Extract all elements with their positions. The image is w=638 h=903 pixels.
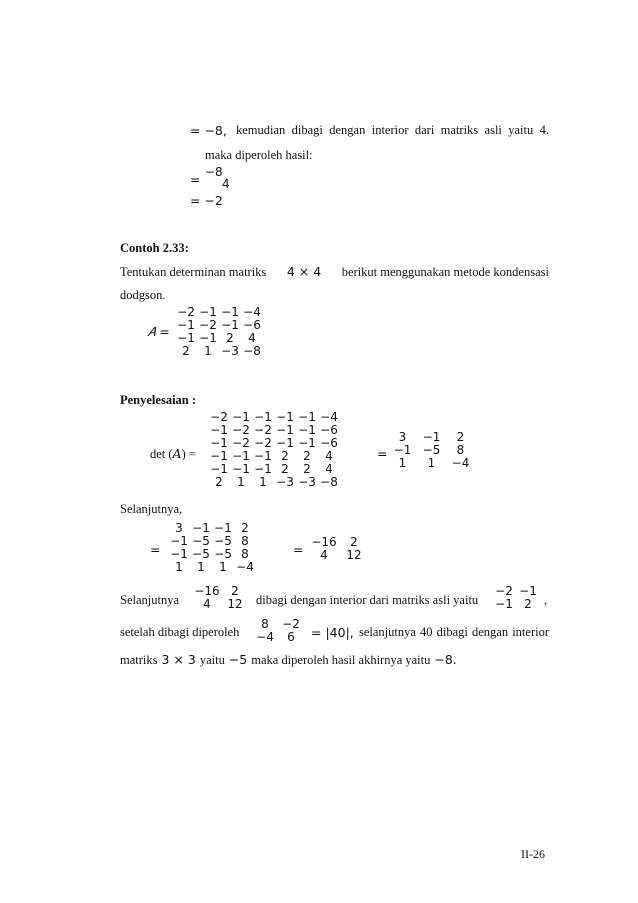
- matrix-cell: −1: [298, 423, 316, 437]
- fraction-equals: =: [190, 172, 201, 187]
- matrix-cell: −2: [254, 436, 272, 450]
- final-dimension: 3 × 3: [161, 652, 196, 667]
- matrix-cell: 4: [325, 462, 333, 476]
- result-3x3-matrix: [388, 431, 475, 470]
- matrix-cell: 4: [320, 548, 328, 562]
- matrix-cell: −2: [210, 410, 228, 424]
- matrix-cell: −6: [320, 423, 338, 437]
- matrix-cell: −1: [214, 521, 232, 535]
- matrix-cell: −4: [256, 630, 274, 644]
- final-result: −8.: [434, 652, 457, 667]
- matrix-cell: −2: [282, 617, 300, 631]
- inline-2x2-matrix: [192, 585, 248, 611]
- matrix-cell: −1: [199, 305, 217, 319]
- example-heading: Contoh 2.33:: [120, 241, 189, 255]
- example-text-c: dodgson.: [120, 288, 166, 302]
- det-label: det (𝐴) =: [150, 447, 196, 461]
- matrix-cell: −1: [232, 449, 250, 463]
- next-divide-text: selanjutnya 40 dibagi dengan interior: [359, 625, 549, 639]
- after-divide-text: setelah dibagi diperoleh: [120, 625, 240, 639]
- matrix-cell: 2: [231, 584, 239, 598]
- matrix-cell: 4: [203, 597, 211, 611]
- result-2x2-matrix: [307, 536, 367, 562]
- matrix-cell: 6: [287, 630, 295, 644]
- divided-2x2-matrix: [252, 618, 304, 644]
- matrix-cell: 1: [259, 475, 267, 489]
- obtained-result-text: maka diperoleh hasil:: [205, 148, 313, 162]
- matrix-cell: −1: [254, 462, 272, 476]
- matrix-cell: −1: [254, 449, 272, 463]
- abs-value-40: = |40|,: [311, 625, 354, 640]
- matrix-cell: −5: [422, 443, 441, 457]
- matrix-cell: 2: [350, 535, 358, 549]
- matrix-cell: −1: [393, 443, 412, 457]
- matrix-cell: −5: [192, 547, 210, 561]
- matrix-cell: 8: [456, 443, 465, 457]
- matrix-cell: −1: [210, 436, 228, 450]
- result-equals: =: [293, 542, 304, 557]
- matrix-cell: −1: [221, 305, 239, 319]
- final-text-b: yaitu: [199, 653, 225, 667]
- matrix-cell: −5: [214, 534, 232, 548]
- matrix-cell: 1: [204, 344, 212, 358]
- matrix-cell: −1: [422, 430, 441, 444]
- matrix-cell: −1: [276, 423, 294, 437]
- matrix-cell: −4: [451, 456, 470, 470]
- matrix-cell: −1: [199, 331, 217, 345]
- matrix-cell: −1: [170, 547, 188, 561]
- matrix-cell: 3: [398, 430, 407, 444]
- matrix-cell: −1: [276, 436, 294, 450]
- matrix-cell: 4: [325, 449, 333, 463]
- matrix-cell: −2: [177, 305, 195, 319]
- matrix-cell: −1: [254, 410, 272, 424]
- matrix-cell: 4: [248, 331, 256, 345]
- matrix-cell: 8: [241, 547, 249, 561]
- matrix-cell: 1: [219, 560, 227, 574]
- matrix-cell: −1: [177, 318, 195, 332]
- matrix-cell: −3: [276, 475, 294, 489]
- matrix-cell: −3: [221, 344, 239, 358]
- matrix-cell: −16: [194, 584, 220, 598]
- det-equals: =: [377, 446, 388, 461]
- matrix-cell: −2: [232, 436, 250, 450]
- interior-2x2-matrix: [492, 585, 540, 611]
- example-dimension: 4 × 4: [286, 264, 322, 279]
- matrix-a: [175, 306, 263, 358]
- divide-by-interior-text: dibagi dengan interior dari matriks asli yaitu: [256, 593, 479, 607]
- matrix-cell: −2: [199, 318, 217, 332]
- matrix-cell: 1: [197, 560, 205, 574]
- matrix-cell: −1: [192, 521, 210, 535]
- matrix-cell: 8: [241, 534, 249, 548]
- eq-explanation: kemudian dibagi dengan interior dari matriks asli yaitu 4.: [236, 123, 549, 137]
- matrix-cell: 8: [261, 617, 269, 631]
- matrix-cell: −1: [495, 597, 513, 611]
- matrix-cell: −5: [192, 534, 210, 548]
- matrix-cell: −4: [320, 410, 338, 424]
- matrix-cell: −8: [320, 475, 338, 489]
- page-number: II-26: [521, 847, 545, 861]
- matrix-cell: −1: [276, 410, 294, 424]
- mid-equals: =: [150, 542, 161, 557]
- example-text-a: Tentukan determinan matriks: [120, 265, 267, 279]
- matrix-cell: 2: [182, 344, 190, 358]
- matrix-cell: −2: [495, 584, 513, 598]
- matrix-cell: 2: [226, 331, 234, 345]
- matrix-cell: 1: [237, 475, 245, 489]
- matrix-cell: −1: [221, 318, 239, 332]
- matrix-cell: −1: [232, 410, 250, 424]
- matrix-cell: −1: [210, 462, 228, 476]
- matrix-cell: −5: [214, 547, 232, 561]
- matrix-cell: 1: [398, 456, 407, 470]
- matrix-cell: −1: [170, 534, 188, 548]
- example-paragraph-line1: [120, 264, 549, 280]
- matrix-cell: 12: [346, 548, 362, 562]
- matrix-cell: 2: [281, 449, 289, 463]
- eq-result-minus8: = −8,: [190, 123, 227, 138]
- matrix-cell: −6: [243, 318, 261, 332]
- fraction-numerator: −8: [205, 165, 223, 179]
- matrix-cell: −6: [320, 436, 338, 450]
- mid-4x4-matrix: [168, 522, 256, 574]
- matrix-cell: 12: [227, 597, 243, 611]
- solution-heading: Penyelesaian :: [120, 393, 197, 407]
- matrix-cell: −2: [254, 423, 272, 437]
- final-text-a: matriks: [120, 653, 158, 667]
- matrix-cell: −1: [210, 423, 228, 437]
- matrix-cell: −1: [519, 584, 537, 598]
- matrix-cell: 2: [215, 475, 223, 489]
- matrix-cell: 1: [175, 560, 183, 574]
- matrix-cell: −1: [232, 462, 250, 476]
- matrix-cell: 3: [175, 521, 183, 535]
- det-matrix: [208, 411, 340, 489]
- matrix-cell: −1: [210, 449, 228, 463]
- matrix-cell: 1: [427, 456, 436, 470]
- matrix-a-label: 𝐴 =: [147, 324, 170, 339]
- matrix-cell: −2: [232, 423, 250, 437]
- matrix-cell: −16: [311, 535, 337, 549]
- matrix-cell: −3: [298, 475, 316, 489]
- matrix-cell: −4: [243, 305, 261, 319]
- matrix-cell: 2: [241, 521, 249, 535]
- example-text-b: berikut menggunakan metode kondensasi: [341, 265, 549, 279]
- matrix-cell: 2: [281, 462, 289, 476]
- final-line: [120, 652, 457, 668]
- matrix-cell: −1: [298, 436, 316, 450]
- matrix-cell: −4: [236, 560, 254, 574]
- final-divisor: −5: [228, 652, 248, 667]
- matrix-cell: −8: [243, 344, 261, 358]
- matrix-cell: 2: [303, 462, 311, 476]
- comma: ,: [544, 593, 548, 607]
- matrix-cell: −1: [298, 410, 316, 424]
- matrix-cell: 2: [456, 430, 465, 444]
- matrix-cell: 2: [524, 597, 532, 611]
- final-text-c: maka diperoleh hasil akhirnya yaitu: [251, 653, 431, 667]
- matrix-cell: 2: [303, 449, 311, 463]
- next-label-2: Selanjutnya: [120, 593, 180, 607]
- next-label: Selanjutnya,: [120, 502, 183, 516]
- fraction-denominator: 4: [222, 177, 230, 191]
- eq-result-minus2: = −2: [190, 193, 223, 208]
- matrix-cell: −1: [177, 331, 195, 345]
